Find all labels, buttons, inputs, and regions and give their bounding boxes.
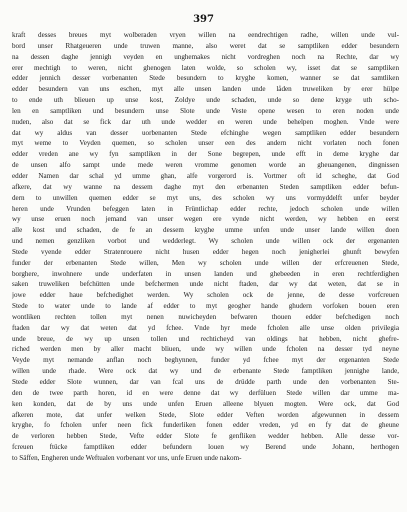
text-line: fcreuen ftücke famptliken edder befundern louen wy Berend unde Johann, herthogen	[12, 443, 399, 452]
text-line: edder vreden ane wy fyn samptliken in der Sone begrepen, unde efft in deme kryghe dar	[12, 150, 399, 159]
text-line: wy unse eruen noch jemand van unser wegen ere vynde nicht werden, wy hebben en eerst	[12, 215, 399, 224]
body-text	[12, 30, 399, 464]
text-line: ftaden dar wy dat weten dat yd fchee. Vnde hyr mede fcholen alle unse olden privilegia	[12, 323, 399, 332]
text-line: und nemen genzliken vorbot und wedderlegt. Wy scholen unde willen ock der ergenanten	[12, 237, 399, 246]
text-line: len en samptliken und besundern unse Slote unde Veste opene wesen to eren noden unde	[12, 106, 399, 115]
text-line: de unsen alfo sampt unde mede weren vromme genomen worde an gheuangenen, dingnissen	[12, 161, 399, 170]
text-line: dat wy aldus van desser uorbenanten Stede efchinghe wegen samptliken edder besundern	[12, 128, 399, 137]
text-line: afkeren mote, dat unfer welken Stede, Slote edder Veften worden afgewunnen in dessem	[12, 410, 399, 419]
text-line: unde breue, de wy up unsen tollen und rechticheyd van oldings hat hebben, nicht ghefre-	[12, 334, 399, 343]
text-line: erer mechtigh to weren, nicht ghenogen laten wolde, so scholen wy, isset dat se samptliken	[12, 63, 399, 72]
text-line: dern to unwillen quemen edder se myt uns, des scholen wy uns vormyddelft unfer beyder	[12, 193, 399, 202]
text-line: kryghe, fo fcholen unfer neen fick funderliken fonen edder vreden, yd en fy dat de gheune	[12, 421, 399, 430]
text-line: to ende uth blieuen up unse kost, Zoldye unde schaden, unde so dene kryge uth scho-	[12, 96, 399, 105]
text-line: alle kost und schaden, de fe an dessem kryghe umme unfen unde unser lande willen doen	[12, 226, 399, 235]
text-line: saken truweliken befchütten unde befchermen unde nicht ftaden, dar wy dat weten, dat se in	[12, 280, 399, 289]
text-line: edder besundern van uns eschen, myt alle unsen landen unde låden truweliken by erer hülpe	[12, 85, 399, 94]
text-line: jowe edder haue befchedighet werden. Wy scholen ock de jenne, de desse vorfcreuen	[12, 291, 399, 300]
text-line: Veyde myt nemande anflan noch beghynnen, funder yd fchee myt der ergenanten Stede	[12, 356, 399, 365]
text-line: myt weme to Veyden quemen, so scholen unser een des andern nicht vorlaten noch fonen	[12, 139, 399, 148]
text-line: Stede vyende edder Stratenrouere nicht husen edder hegen noch jenigherlei ghunft bewyfen	[12, 247, 399, 256]
text-line: funder der erbenanten Stede willen, Men wy scholen unde willen der erfcreuenen Stede,	[12, 258, 399, 267]
text-line: heren unde Vrunden befeggen laten in Früntlichap edder rechte, jedoch scholen unde willen	[12, 204, 399, 213]
text-line: edder jennich desser vorbenanten Stede besundern to kryghe komen, wanner se dat samtliken	[12, 74, 399, 83]
text-line: ken konden, dat de by uns unde unfen Eruen alleene blyuen mogten. Were ock, dat God	[12, 399, 399, 408]
text-line: den de twee parth horen, id en were denne dat wy derfüluen Stede willen dar umme ma-	[12, 388, 399, 397]
text-line: wontliken rechten tollen myt nenen nuwicheyden befwaren thouen edder befchedigen noch	[12, 312, 399, 321]
text-line: de verloren hebben Stede, Vefte edder Slote fe genfliken wedder hebben. Alle desse vor-	[12, 432, 399, 441]
text-line: riched werden men by aller macht bliuen, unde wy willen unde fcholen na desser tyd neyne	[12, 345, 399, 354]
text-line: edder Namen dar schal yd umme ghan, alfe vorgerord is. Vortmer oft id scheghe, dat God	[12, 171, 399, 180]
text-line: willen unde rhade. Were ock dat wy und de erbenante Stede famptliken jennighe lande,	[12, 367, 399, 376]
text-line: borghere, inwohnere unde underfaten in unsen landen und ghebeeden in eren rechtferdighen	[12, 269, 399, 278]
text-line: afkere, dat wy wanne na dessem daghe myt den erbenanten Steden samptliken edder befun-	[12, 182, 399, 191]
text-line: bord unser Rhatgeueren unde truwen manne, also weret dat se samptliken edder besundern	[12, 41, 399, 50]
text-line: Stede to water unde to lande af edder to myt geogher hande ghudern vorfoken bouen eren	[12, 302, 399, 311]
text-line: to Säffen, Engheren unde Weftualen vorbenant vor uns, unfe Eruen unde nakom-	[12, 453, 242, 462]
text-line: na dessen daghe jennigh veyden en unghemakes nicht vordreghen noch na Rechte, dar wy	[12, 52, 399, 61]
page-number: 397	[193, 14, 214, 25]
text-line: nuden, also dat se fick dar uth unde wedder en weren unde behelpen moghen. Vnde were	[12, 117, 399, 126]
text-line: kraft desses breues myt wolberaden vryen willen na eendrechtigen radhe, willen unde vul-	[12, 31, 399, 39]
text-line: Stede edder Slote wunnen, dar van fcal uns de drüdde parth unde den vorbenanten Ste-	[12, 378, 399, 386]
